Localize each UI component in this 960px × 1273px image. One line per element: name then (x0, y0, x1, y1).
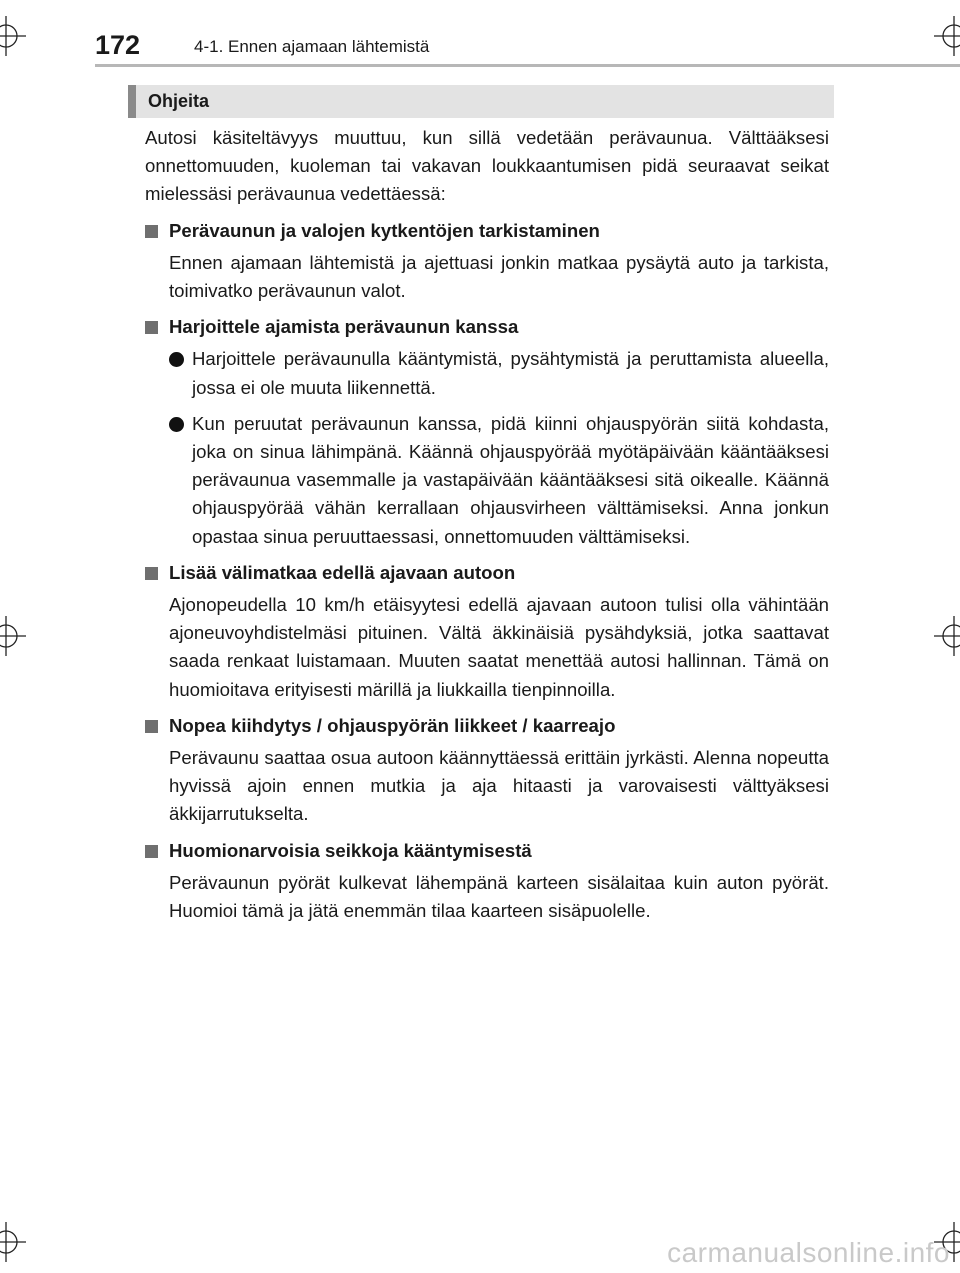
section-heading (145, 837, 829, 865)
page-number: 172 (95, 30, 141, 60)
square-bullet-icon (145, 321, 158, 334)
section-heading (145, 313, 829, 341)
watermark: carmanualsonline.info (667, 1237, 950, 1268)
registration-mark-icon (0, 616, 26, 656)
section-heading (145, 712, 829, 740)
registration-mark-icon (0, 16, 26, 56)
list-item-text: Kun peruutat perävaunun kanssa, pidä kiinni ohjauspyörän siitä kohdasta, joka on sinua lähimpänä. Käännä ohjauspyörää myötäpäivään kääntääksesi perävaunua vasemmalle ja vastapäivään kääntääksesi sitä oikealle. Käännä ohjauspyörää vähän kerrallaan ohjausvirheen välttämiseksi. Anna jonkun opastaa sinua peruuttaessasi, onnettomuuden välttämiseksi. (192, 412, 829, 547)
square-bullet-icon (145, 845, 158, 858)
registration-mark-icon (0, 1222, 26, 1262)
section-paragraph: Perävaunu saattaa osua autoon käännyttäessä erittäin jyrkästi. Alenna nopeutta hyvissä ajoin ennen mutkia ja aja hitaasti ja varovaisesti välttyäksesi äkkijarrutukselta. (169, 747, 829, 825)
header-divider (95, 64, 960, 67)
section-paragraph: Perävaunun pyörät kulkevat lähempänä karteen sisälaitaa kuin auton pyörät. Huomioi tämä ja jätä enemmän tilaa kaarteen sisäpuolelle. (169, 871, 829, 922)
list-item-text: Harjoittele perävaunulla kääntymistä, pysähtymistä ja peruttamista alueella, jossa ei ole muuta liikennettä. (192, 348, 829, 398)
section-practice-driving (145, 313, 829, 551)
section-acceleration-cornering (145, 712, 829, 829)
square-bullet-icon (145, 567, 158, 580)
section-heading (145, 559, 829, 587)
notice-title: Ohjeita (148, 91, 210, 111)
section-heading-text: Perävaunun ja valojen kytkentöjen tarkistaminen (169, 219, 600, 241)
list-item (169, 410, 829, 551)
square-bullet-icon (145, 720, 158, 733)
list-item (169, 345, 829, 401)
section-paragraph: Ennen ajamaan lähtemistä ja ajettuasi jonkin matkaa pysäytä auto ja tarkista, toimivatko perävaunun valot. (169, 251, 829, 302)
notice-body (145, 124, 829, 933)
section-heading-text: Harjoittele ajamista perävaunun kanssa (169, 316, 519, 338)
notice-heading-bar (128, 85, 834, 118)
square-bullet-icon (145, 225, 158, 238)
section-following-distance (145, 559, 829, 704)
round-bullet-icon (169, 417, 184, 432)
section-heading-text: Huomionarvoisia seikkoja kääntymisestä (169, 839, 532, 861)
section-heading-text: Lisää välimatkaa edellä ajavaan autoon (169, 561, 516, 583)
registration-mark-icon (934, 16, 960, 56)
section-turning (145, 837, 829, 926)
section-title: 4-1. Ennen ajamaan lähtemistä (194, 37, 430, 56)
registration-mark-icon (934, 616, 960, 656)
section-trailer-lights (145, 217, 829, 306)
section-heading (145, 217, 829, 245)
intro-paragraph: Autosi käsiteltävyys muuttuu, kun sillä vedetään perävaunua. Välttääksesi onnettomuuden, kuoleman tai vakavan loukkaantumisen pidä seuraavat seikat mielessäsi perävaunua vedettäessä: (145, 127, 829, 205)
section-heading-text: Nopea kiihdytys / ohjauspyörän liikkeet / kaarreajo (169, 714, 616, 736)
section-paragraph: Ajonopeudella 10 km/h etäisyytesi edellä ajavaan autoon tulisi olla vähintään ajoneuvoyhdistelmäsi pituinen. Vältä äkkinäisiä pysähdyksiä, jotka saattavat saada renkaat luistamaan. Muuten saatat menettää autosi hallinnan. Tämä on huomioitava erityisesti märillä ja liukkailla tienpinnoilla. (169, 594, 829, 700)
round-bullet-icon (169, 352, 184, 367)
